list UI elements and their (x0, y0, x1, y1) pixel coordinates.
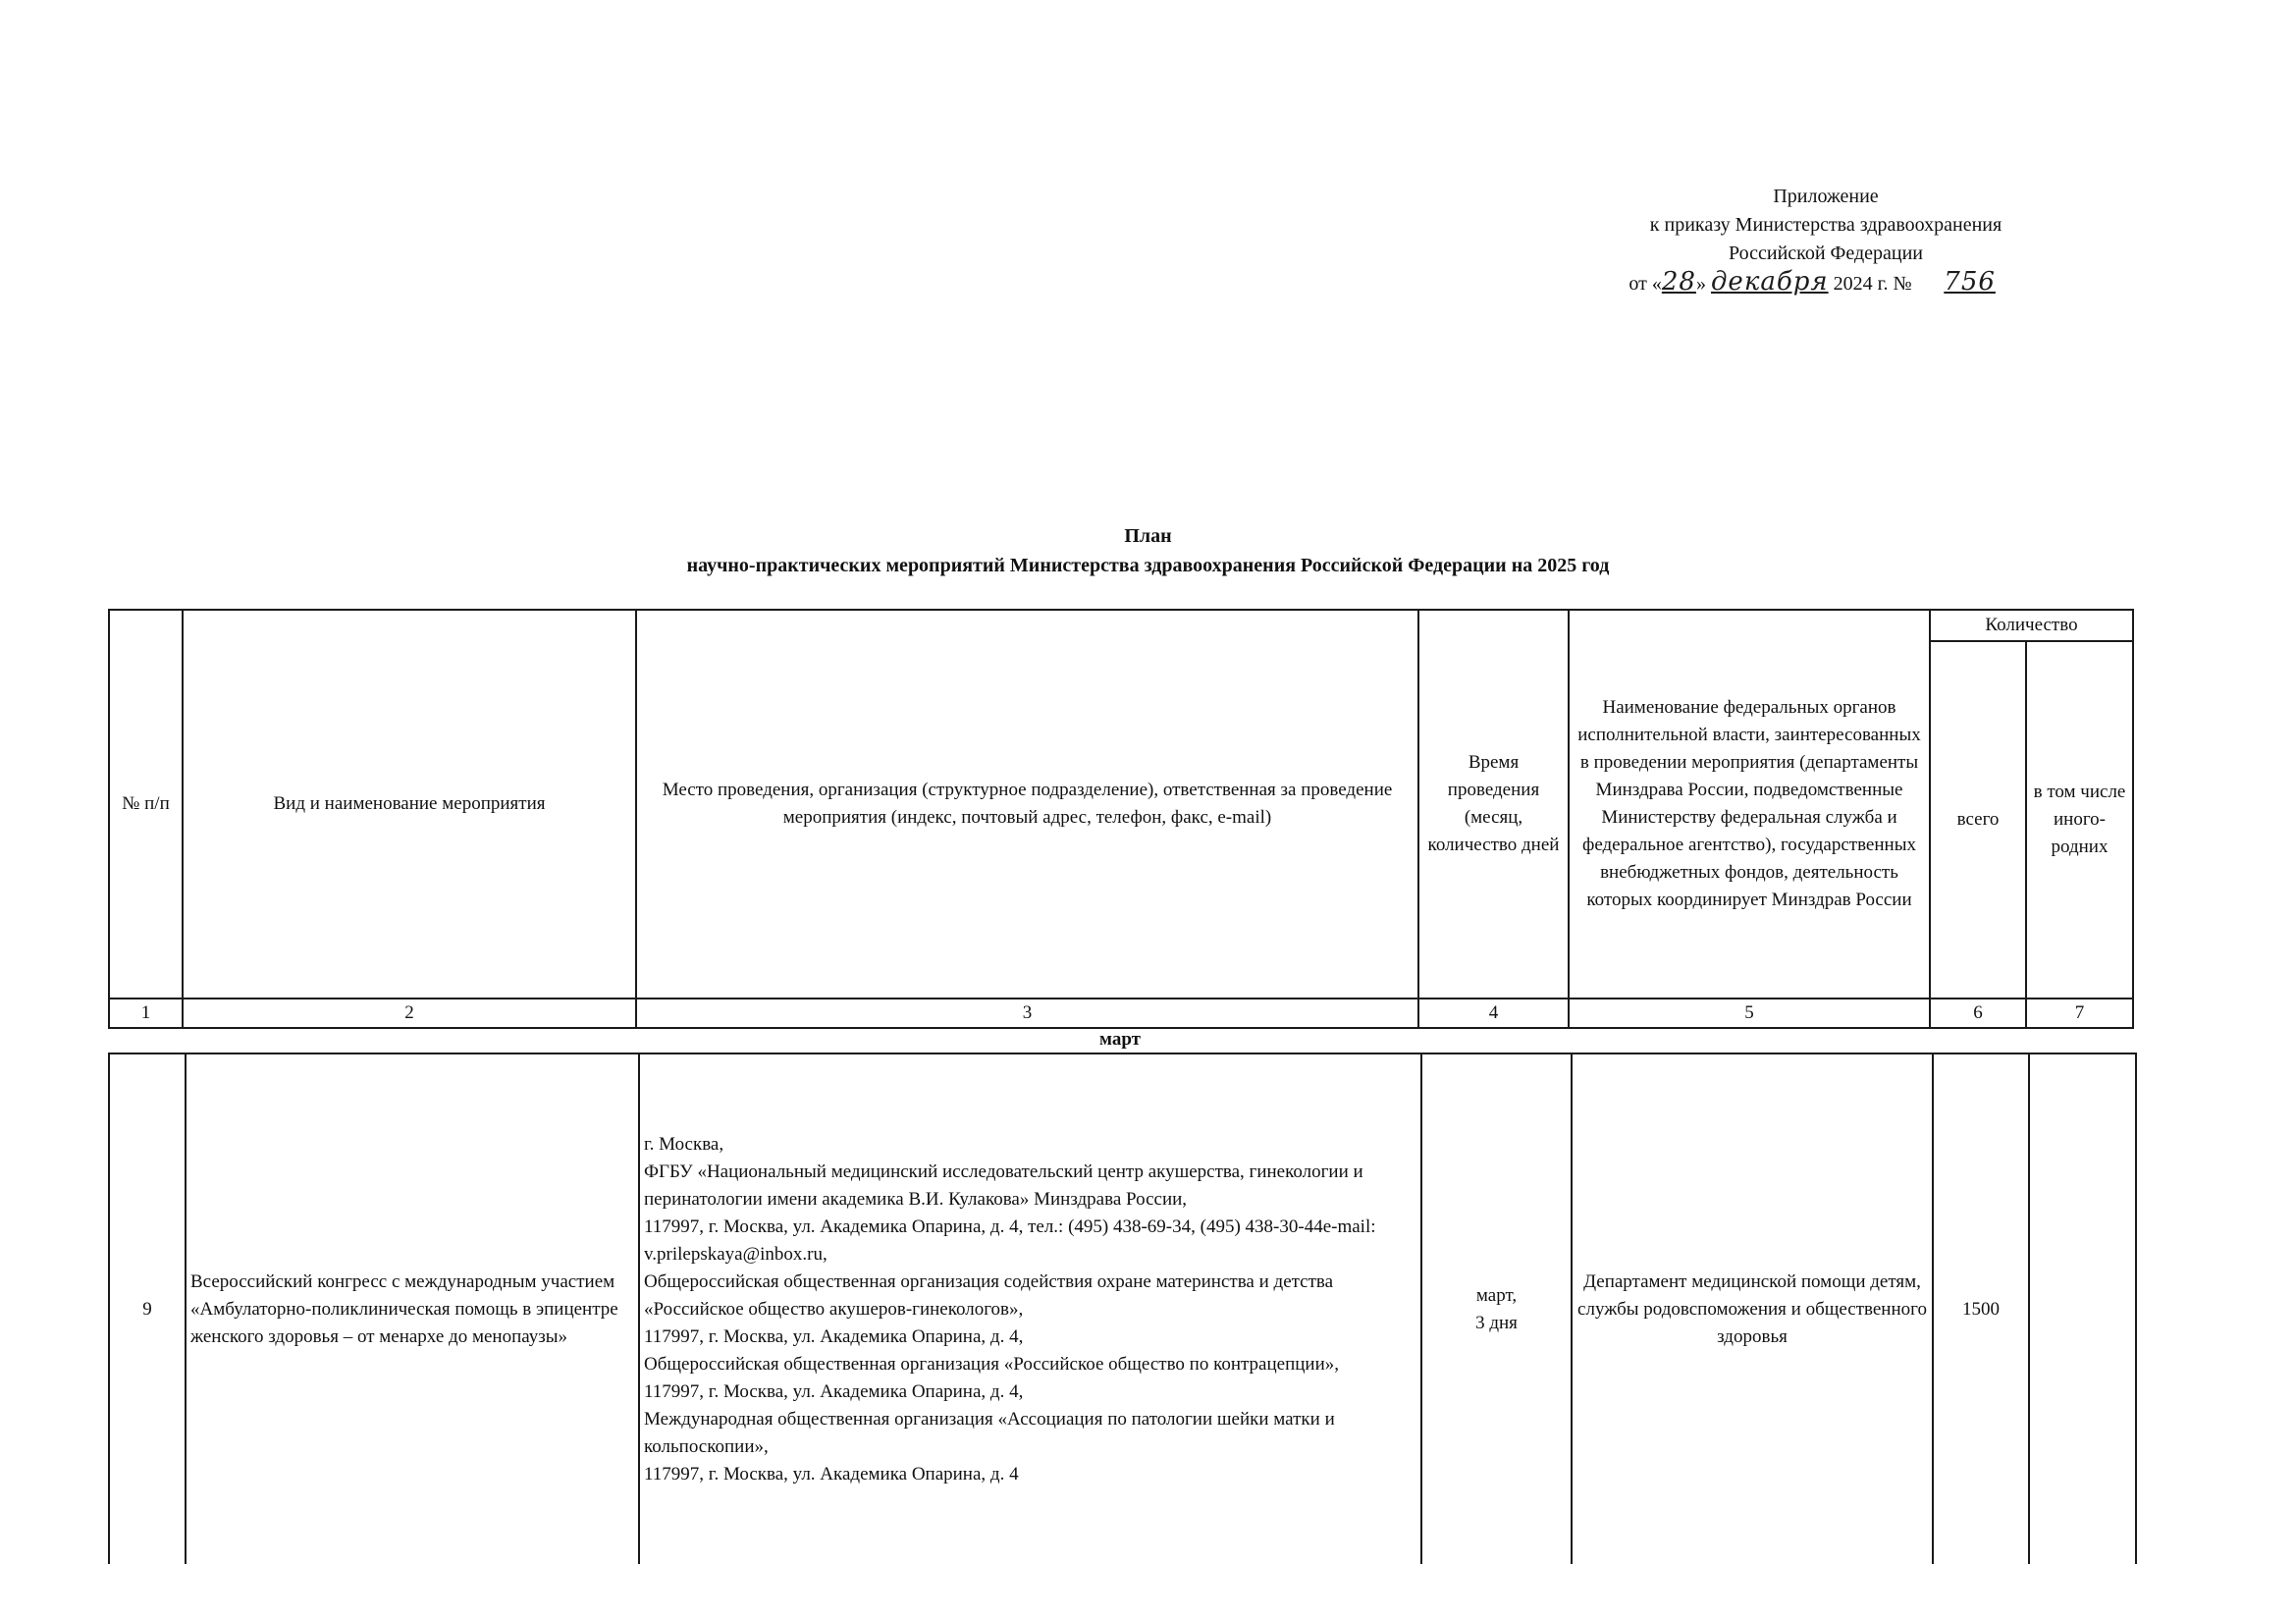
place-line: ФГБУ «Национальный медицинский исследовательский центр акушерства, гинекологии и перинатологии имени академика В.И. Кулакова» Минздрава России, (644, 1161, 1363, 1210)
col-header-place: Место проведения, организация (структурное подразделение), ответственная за проведение мероприятия (индекс, почтовый адрес, телефон, факс, e-mail) (636, 610, 1418, 999)
row-time-month: март, (1475, 1284, 1518, 1306)
appendix-block (1580, 183, 2071, 298)
column-number: 4 (1418, 999, 1569, 1028)
order-from-prefix: от « (1629, 273, 1662, 295)
place-line: 117997, г. Москва, ул. Академика Опарина, д. 4, (644, 1380, 1024, 1402)
order-month-handwritten: декабря (1710, 267, 1829, 297)
col-header-number: № п/п (109, 610, 183, 999)
column-number: 2 (183, 999, 636, 1028)
row-total: 1500 (1933, 1053, 2029, 1564)
place-line: г. Москва, (644, 1133, 724, 1155)
row-foreign (2029, 1053, 2136, 1564)
column-number: 3 (636, 999, 1418, 1028)
column-number: 6 (1930, 999, 2026, 1028)
column-number: 5 (1569, 999, 1930, 1028)
col-header-foreign: в том числе иного-родних (2026, 641, 2133, 999)
column-number: 1 (109, 999, 183, 1028)
column-number-row (109, 999, 2133, 1028)
order-number-handwritten: 756 (1944, 267, 1996, 297)
row-time-days: 3 дня (1475, 1312, 1518, 1333)
col-header-total: всего (1930, 641, 2026, 999)
order-day-close: » (1695, 273, 1706, 295)
place-line: 117997, г. Москва, ул. Академика Опарина, д. 4, (644, 1325, 1024, 1347)
place-line: 117997, г. Москва, ул. Академика Опарина, д. 4 (644, 1463, 1019, 1485)
plan-title: План (1124, 525, 1172, 547)
appendix-title: Приложение (1773, 186, 1879, 207)
place-line: 117997, г. Москва, ул. Академика Опарина, д. 4, тел.: (495) 438-69-34, (495) 438-30-44e-mail: v.prilepskaya@inbox.ru, (644, 1215, 1376, 1265)
col-header-time: Время проведения (месяц, количество дней (1418, 610, 1569, 999)
order-day-handwritten: 28 (1661, 267, 1696, 297)
appendix-federation: Российской Федерации (1728, 243, 1924, 264)
col-header-event: Вид и наименование мероприятия (183, 610, 636, 999)
header-table (108, 609, 2134, 1029)
row-place (639, 1053, 1421, 1564)
month-label: март (1099, 1029, 1141, 1050)
place-line: Международная общественная организация «Ассоциация по патологии шейки матки и кольпоскопии», (644, 1408, 1335, 1457)
col-header-quantity: Количество (1930, 610, 2133, 641)
table-row (109, 1053, 2136, 1564)
column-number: 7 (2026, 999, 2133, 1028)
row-number: 9 (109, 1053, 186, 1564)
row-time (1421, 1053, 1572, 1564)
row-organs: Департамент медицинской помощи детям, службы родовспоможения и общественного здоровья (1572, 1053, 1933, 1564)
col-header-organs: Наименование федеральных органов исполнительной власти, заинтересованных в проведении мероприятия (департаменты Минздрава России, подведомственные Министерству федеральная служба и федеральное агентство), государственных внебюджетных фондов, деятельность которых координирует Минздрав России (1569, 610, 1930, 999)
order-date-line (1580, 268, 2071, 298)
appendix-order-ref: к приказу Министерства здравоохранения (1649, 214, 2002, 236)
events-table (108, 1053, 2137, 1564)
row-event-name: Всероссийский конгресс с международным участием «Амбулаторно-поликлиническая помощь в эпицентре женского здоровья – от менархе до менопаузы» (186, 1053, 639, 1564)
place-line: Общероссийская общественная организация содействия охране материнства и детства «Российское общество акушеров-гинекологов», (644, 1270, 1334, 1320)
place-line: Общероссийская общественная организация «Российское общество по контрацепции», (644, 1353, 1340, 1375)
plan-subtitle: научно-практических мероприятий Министерства здравоохранения Российской Федерации на 2025 год (686, 555, 1610, 576)
order-year: 2024 г. № (1833, 273, 1912, 295)
